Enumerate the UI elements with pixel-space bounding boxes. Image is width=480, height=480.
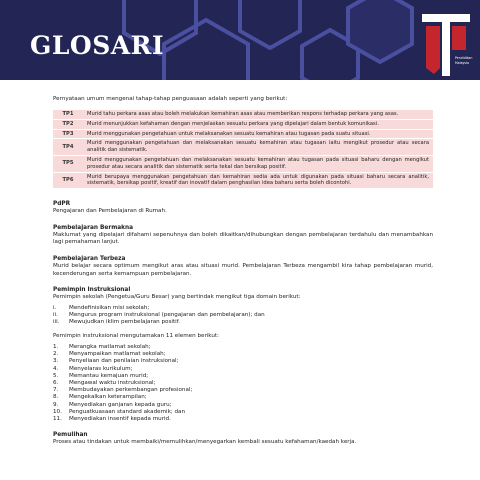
list-text: Menyediakan insentif kepada murid. (69, 415, 171, 422)
list-text: Penguatkuasaan standard akademik; dan (69, 408, 186, 415)
glossary-content (53, 96, 433, 456)
list-marker: 1. (53, 343, 59, 350)
list-text: Merangka matlamat sekolah; (69, 343, 151, 350)
list-item (53, 312, 433, 319)
table-row (53, 139, 433, 156)
list-item (53, 416, 433, 423)
list-marker: 2. (53, 351, 59, 358)
list-marker: 10. (53, 408, 62, 415)
list-text: Mendefinisikan misi sekolah; (69, 304, 150, 311)
term-title: Pembelajaran Terbeza (53, 255, 126, 262)
band-code: TP2 (53, 119, 83, 129)
list-marker: 3. (53, 358, 59, 365)
table-row (53, 119, 433, 129)
list-text: Mengekalkan keterampilan; (69, 394, 147, 401)
term-pdpr (53, 201, 433, 216)
term-pemimpin-instruksional (53, 287, 433, 423)
band-description: Murid menggunakan pengetahuan dan melaksanakan sesuatu kemahiran atau tugasan iaitu mengikut prosedur atau secara analitik dan sistematik. (83, 139, 433, 156)
table-row (53, 172, 433, 189)
list-item (53, 380, 433, 387)
list-item (53, 409, 433, 416)
elements-intro: Pemimpin instruksional mengutamakan 11 elemen berikut: (53, 333, 219, 340)
header-banner (0, 0, 480, 80)
list-text: Mewujudkan iklim pembelajaran positif. (69, 319, 181, 326)
list-item (53, 394, 433, 401)
term-pemulihan (53, 432, 433, 447)
band-code: TP3 (53, 129, 83, 139)
term-definition: Proses atau tindakan untuk membaiki/memulihkan/menyegarkan kembali sesuatu kefahaman/kaedah kerja. (53, 439, 357, 446)
list-marker: 5. (53, 372, 59, 379)
domain-list (53, 305, 433, 327)
mastery-level-table (53, 110, 433, 189)
band-description: Murid berupaya menggunakan pengetahuan dan kemahiran sedia ada untuk digunakan pada situasi baharu secara analitik, sistematik, bersikap positif, kreatif dan inovatif dalam penghasilan idea baharu serta boleh dicontohi. (83, 172, 433, 189)
list-text: Membudayakan perkembangan profesional; (69, 387, 193, 394)
list-marker: i. (53, 304, 57, 311)
band-code: TP6 (53, 172, 83, 189)
band-code: TP4 (53, 139, 83, 156)
band-code: TP1 (53, 110, 83, 119)
term-pembelajaran-terbeza (53, 256, 433, 278)
element-list (53, 344, 433, 423)
list-item (53, 402, 433, 409)
list-marker: 9. (53, 401, 59, 408)
list-marker: 7. (53, 387, 59, 394)
list-marker: 8. (53, 394, 59, 401)
band-description: Murid menggunakan pengetahuan dan melaksanakan sesuatu kemahiran atau tugasan pada situasi baharu dengan mengikut prosedur atau secara analitik dan sistematik serta tekal dan bersikap positif. (83, 155, 433, 172)
band-description: Murid tahu perkara asas atau boleh melakukan kemahiran asas atau memberikan respons terhadap perkara yang asas. (83, 110, 433, 119)
list-item (53, 344, 433, 351)
logo-line-2: Malaysia (455, 61, 469, 65)
list-text: Mengurus program instruksional (pengajaran dan pembelajaran); dan (69, 311, 265, 318)
list-marker: iii. (53, 319, 60, 326)
list-marker: ii. (53, 311, 58, 318)
list-item (53, 366, 433, 373)
term-definition: Pengajaran dan Pembelajaran di Rumah. (53, 208, 167, 215)
list-text: Memantau kemajuan murid; (69, 372, 149, 379)
term-title: Pemulihan (53, 432, 88, 439)
table-row (53, 110, 433, 119)
band-code: TP5 (53, 155, 83, 172)
list-item (53, 373, 433, 380)
list-text: Mengawal waktu instruksional; (69, 379, 156, 386)
list-marker: 6. (53, 379, 59, 386)
list-text: Menyelaras kurikulum; (69, 365, 133, 372)
list-item (53, 358, 433, 365)
ministry-logo (420, 10, 472, 80)
band-description: Murid menunjukkan kefahaman dengan menjelaskan sesuatu perkara yang dipelajari dalam bentuk komunikasi. (83, 119, 433, 129)
band-description: Murid menggunakan pengetahuan untuk melaksanakan sesuatu kemahiran atau tugasan pada suatu situasi. (83, 129, 433, 139)
term-title: Pemimpin Instruksional (53, 287, 131, 294)
term-definition: Murid belajar secara optimum mengikut aras atau situasi murid. Pembelajaran Terbeza mengambil kira tahap pembelajaran murid, kecenderungan serta kemampuan pembelajaran. (53, 262, 433, 277)
intro-text: Pernyataan umum mengenai tahap-tahap penguasaan adalah seperti yang berikut: (53, 96, 288, 102)
list-item (53, 319, 433, 326)
list-item (53, 351, 433, 358)
term-definition: Pemimpin sekolah (Pengetua/Guru Besar) yang bertindak mengikut tiga domain berikut: (53, 294, 301, 301)
list-text: Menyediakan ganjaran kepada guru; (69, 401, 172, 408)
list-marker: 11. (53, 415, 62, 422)
logo-line-1: Pendidikan (455, 56, 473, 60)
table-row (53, 155, 433, 172)
list-item (53, 387, 433, 394)
term-title: PdPR (53, 201, 71, 208)
list-item (53, 305, 433, 312)
table-row (53, 129, 433, 139)
term-pembelajaran-bermakna (53, 225, 433, 247)
term-title: Pembelajaran Bermakna (53, 224, 134, 231)
list-text: Menyampaikan matlamat sekolah; (69, 351, 166, 358)
page-title: GLOSARI (30, 31, 165, 60)
list-text: Penyeliaan dan penilaian instruksional; (69, 358, 179, 365)
list-marker: 4. (53, 365, 59, 372)
term-definition: Maklumat yang dipelajari difahami sepenuhnya dan boleh dikaitkan/dihubungkan dengan pembelajaran terdahulu dan menambahkan lagi pemahaman lanjut. (53, 231, 433, 246)
logo-emblem-icon (420, 10, 472, 80)
